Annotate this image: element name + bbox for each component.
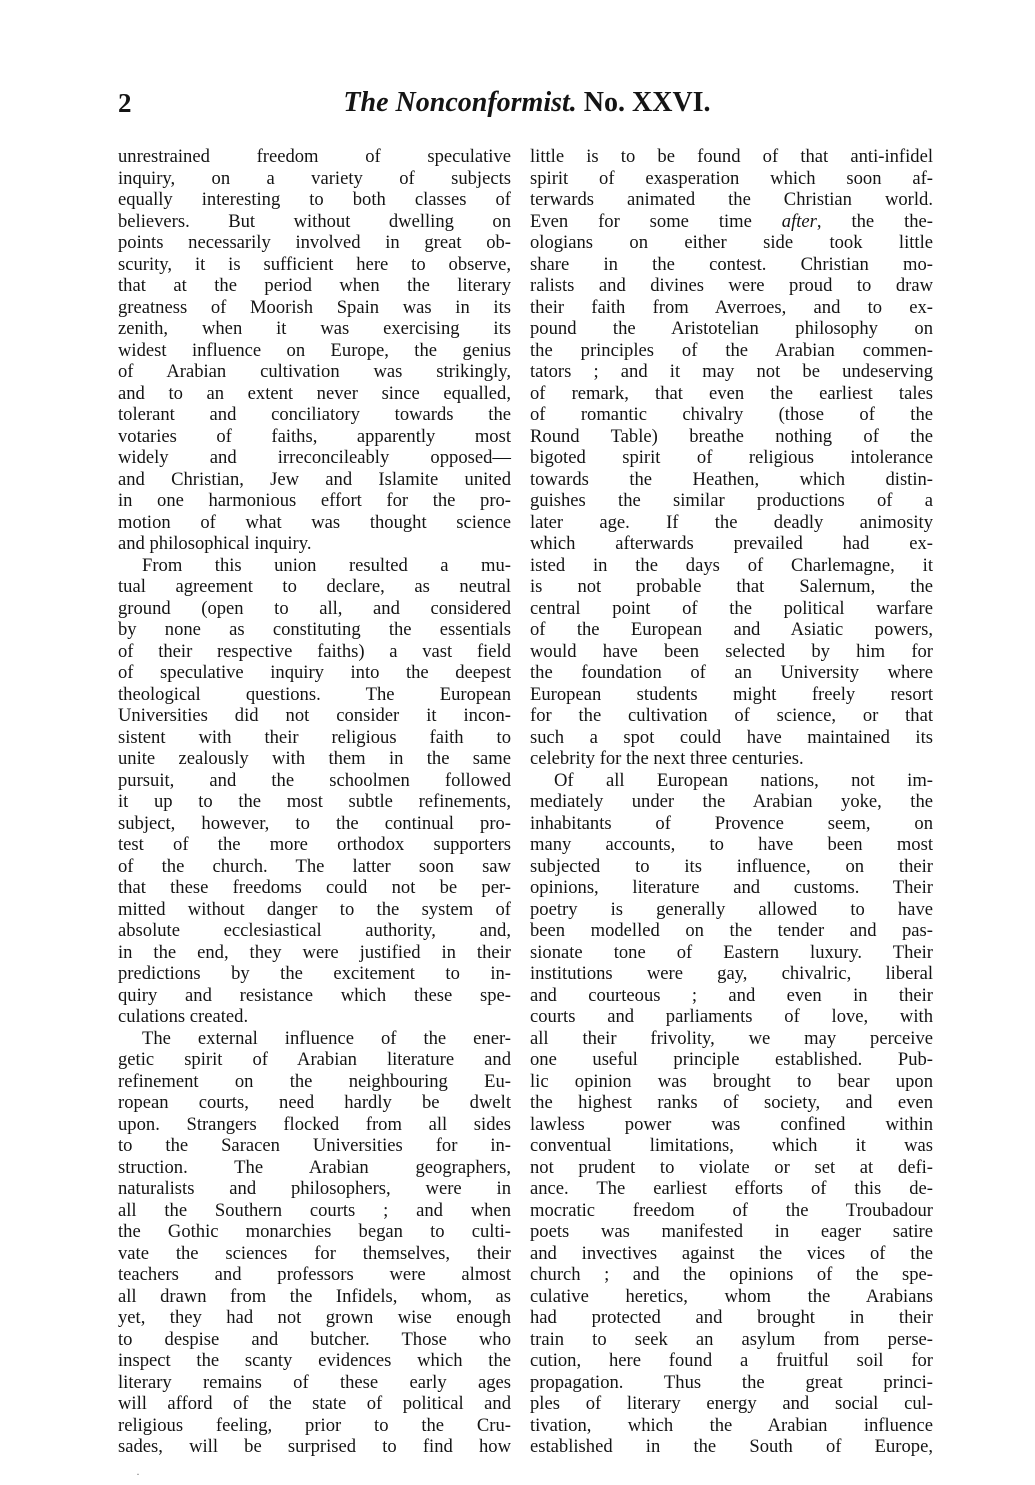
text-line xyxy=(118,1221,511,1243)
line-text: not prudent to violate or set at defi- xyxy=(530,1156,933,1178)
line-text: all their frivolity, we may perceive xyxy=(530,1027,933,1049)
text-line xyxy=(530,469,933,491)
line-text: literary remains of these early ages xyxy=(118,1371,511,1393)
text-line xyxy=(118,1178,511,1200)
line-text: poets was manifested in eager satire xyxy=(530,1221,933,1242)
text-line xyxy=(118,275,511,297)
line-text: mitted without danger to the system of xyxy=(118,898,511,920)
line-text: for the cultivation of science, or that xyxy=(530,705,933,726)
text-line xyxy=(118,1243,511,1265)
text-line xyxy=(530,1006,933,1028)
text-line xyxy=(530,533,933,555)
text-line xyxy=(118,189,511,211)
line-text: scurity, it is sufficient here to observe, xyxy=(118,253,511,275)
line-text: upon. Strangers flocked from all sides xyxy=(118,1113,511,1135)
text-line xyxy=(118,254,511,276)
text-line xyxy=(118,512,511,534)
line-text: votaries of faiths, apparently most xyxy=(118,425,511,447)
line-text: later age. If the deadly animosity xyxy=(530,511,933,533)
text-line xyxy=(118,899,511,921)
text-line xyxy=(530,662,933,684)
running-head xyxy=(118,85,936,121)
text-line xyxy=(118,490,511,512)
line-text: ropean courts, need hardly be dwelt xyxy=(118,1092,511,1113)
line-text: in one harmonious effort for the pro- xyxy=(118,490,511,511)
text-line xyxy=(118,404,511,426)
line-text: church ; and the opinions of the spe- xyxy=(530,1264,933,1285)
line-text: Universities did not consider it incon- xyxy=(118,705,511,726)
text-line xyxy=(530,1436,933,1458)
text-line xyxy=(118,1200,511,1222)
line-text: ground (open to all, and considered xyxy=(118,597,511,619)
line-text: tators ; and it may not be undeserving xyxy=(530,361,933,382)
line-text: Round Table) breathe nothing of the xyxy=(530,425,933,447)
line-text: of the European and Asiatic powers, xyxy=(530,619,933,640)
line-text: is not probable that Salernum, the xyxy=(530,576,933,597)
line-text: Of all European nations, not im- xyxy=(554,769,933,791)
line-text: tual agreement to declare, as neutral xyxy=(118,576,511,597)
text-line xyxy=(118,1372,511,1394)
line-text: terwards animated the Christian world. xyxy=(530,189,933,210)
line-text: of their respective faiths) a vast field xyxy=(118,640,511,662)
text-line xyxy=(530,1157,933,1179)
text-line xyxy=(118,1436,511,1458)
line-text: towards the Heathen, which distin- xyxy=(530,468,933,490)
line-text: struction. The Arabian geographers, xyxy=(118,1156,511,1178)
text-line xyxy=(530,254,933,276)
line-text: bigoted spirit of religious intolerance xyxy=(530,447,933,468)
text-line xyxy=(118,641,511,663)
text-line xyxy=(118,791,511,813)
line-text: sionate tone of Eastern luxury. Their xyxy=(530,941,933,963)
text-line xyxy=(118,1329,511,1351)
text-line xyxy=(118,856,511,878)
text-line xyxy=(118,447,511,469)
line-text: and to an extent never since equalled, xyxy=(118,382,511,404)
text-line xyxy=(530,1114,933,1136)
line-text: sades, will be surprised to find how xyxy=(118,1436,511,1457)
text-line xyxy=(118,1157,511,1179)
text-line xyxy=(530,232,933,254)
line-text: the Gothic monarchies began to culti- xyxy=(118,1221,511,1242)
text-line xyxy=(530,1243,933,1265)
line-text: mediately under the Arabian yoke, the xyxy=(530,791,933,812)
text-line xyxy=(118,576,511,598)
line-text: believers. But without dwelling on xyxy=(118,210,511,232)
line-text: little is to be found of that anti-infidel xyxy=(530,146,933,167)
line-text: train to seek an asylum from perse- xyxy=(530,1328,933,1350)
line-text: tolerant and conciliatory towards the xyxy=(118,404,511,425)
line-text: to the Saracen Universities for in- xyxy=(118,1135,511,1156)
line-text: share in the contest. Christian mo- xyxy=(530,253,933,275)
text-line xyxy=(118,598,511,620)
text-line xyxy=(118,1028,511,1050)
text-line xyxy=(118,340,511,362)
text-line xyxy=(530,705,933,727)
text-line xyxy=(530,512,933,534)
line-text: From this union resulted a mu- xyxy=(142,554,511,576)
line-text: inhabitants of Provence seem, on xyxy=(530,812,933,834)
line-text: theological questions. The European xyxy=(118,683,511,705)
line-text: teachers and professors were almost xyxy=(118,1264,511,1285)
line-text: poetry is generally allowed to have xyxy=(530,898,933,920)
line-text: cution, here found a fruitful soil for xyxy=(530,1350,933,1371)
text-line xyxy=(118,834,511,856)
text-line xyxy=(530,877,933,899)
line-text: many accounts, to have been most xyxy=(530,834,933,855)
line-text: refinement on the neighbouring Eu- xyxy=(118,1070,511,1092)
line-text: test of the more orthodox supporters xyxy=(118,834,511,855)
text-line xyxy=(118,1049,511,1071)
line-text: all drawn from the Infidels, whom, as xyxy=(118,1285,511,1307)
line-text: mocratic freedom of the Troubadour xyxy=(530,1199,933,1221)
text-line xyxy=(530,1350,933,1372)
line-text: unite zealously with them in the same xyxy=(118,748,511,769)
text-line xyxy=(530,1329,933,1351)
text-line xyxy=(118,748,511,770)
line-text: European students might freely resort xyxy=(530,683,933,705)
text-line xyxy=(530,189,933,211)
line-text: it up to the most subtle refinements, xyxy=(118,791,511,812)
line-text: culations created. xyxy=(118,1006,249,1027)
line-text: spirit of exasperation which soon af- xyxy=(530,167,933,189)
text-line xyxy=(118,318,511,340)
text-line xyxy=(118,985,511,1007)
text-line xyxy=(118,168,511,190)
text-line xyxy=(530,146,933,168)
text-line xyxy=(118,1286,511,1308)
text-line xyxy=(530,340,933,362)
text-line xyxy=(530,684,933,706)
line-text: the principles of the Arabian commen- xyxy=(530,339,933,361)
text-line xyxy=(530,426,933,448)
text-line xyxy=(530,920,933,942)
text-line xyxy=(530,447,933,469)
line-text: ralists and divines were proud to draw xyxy=(530,275,933,296)
text-line xyxy=(530,641,933,663)
line-text: institutions were gay, chivalric, liberal xyxy=(530,963,933,984)
text-line xyxy=(118,813,511,835)
text-line xyxy=(530,1221,933,1243)
text-line xyxy=(530,770,933,792)
line-text: and courteous ; and even in their xyxy=(530,984,933,1006)
text-line xyxy=(530,1178,933,1200)
page-header xyxy=(118,85,936,121)
line-text: ance. The earliest efforts of this de- xyxy=(530,1178,933,1199)
text-line xyxy=(530,555,933,577)
line-text: to despise and butcher. Those who xyxy=(118,1328,511,1350)
text-line xyxy=(118,662,511,684)
line-text: points necessarily involved in great ob- xyxy=(118,232,511,253)
text-line xyxy=(530,1264,933,1286)
line-text: yet, they had not grown wise enough xyxy=(118,1307,511,1328)
text-line xyxy=(118,619,511,641)
line-text: subject, however, to the continual pro- xyxy=(118,812,511,834)
line-text: had protected and brought in their xyxy=(530,1307,933,1328)
line-text: vate the sciences for themselves, their xyxy=(118,1242,511,1264)
text-line xyxy=(118,1264,511,1286)
text-line xyxy=(118,361,511,383)
issue-number: No. XXVI. xyxy=(583,87,711,118)
line-text: their faith from Averroes, and to ex- xyxy=(530,296,933,318)
text-line xyxy=(118,1393,511,1415)
line-text: quiry and resistance which these spe- xyxy=(118,984,511,1006)
text-line xyxy=(530,985,933,1007)
line-text: widest influence on Europe, the genius xyxy=(118,339,511,361)
line-text: will afford of the state of political and xyxy=(118,1393,511,1414)
line-text: The external influence of the ener- xyxy=(142,1027,511,1049)
text-line xyxy=(118,555,511,577)
line-text: , the the- xyxy=(816,210,933,232)
line-text: courts and parliaments of love, with xyxy=(530,1006,933,1027)
line-text: of romantic chivalry (those of the xyxy=(530,404,933,425)
line-text: all the Southern courts ; and when xyxy=(118,1199,511,1221)
text-line xyxy=(118,1350,511,1372)
text-line xyxy=(530,168,933,190)
line-text: which afterwards prevailed had ex- xyxy=(530,533,933,554)
text-line xyxy=(530,383,933,405)
text-line xyxy=(118,684,511,706)
print-speck: · xyxy=(136,1467,140,1481)
text-line xyxy=(118,1307,511,1329)
text-line xyxy=(118,1114,511,1136)
line-text: that at the period when the literary xyxy=(118,275,511,296)
text-line xyxy=(118,469,511,491)
text-line xyxy=(530,275,933,297)
text-line xyxy=(530,1049,933,1071)
line-text: that these freedoms could not be per- xyxy=(118,877,511,898)
line-text: isted in the days of Charlemagne, it xyxy=(530,554,933,576)
line-text: been modelled on the tender and pas- xyxy=(530,920,933,941)
text-line xyxy=(118,963,511,985)
text-line xyxy=(118,1006,511,1028)
text-line xyxy=(118,383,511,405)
text-line xyxy=(530,1092,933,1114)
text-line xyxy=(530,490,933,512)
line-text: opinions, literature and customs. Their xyxy=(530,877,933,898)
text-line xyxy=(118,942,511,964)
text-line xyxy=(530,576,933,598)
line-text: propagation. Thus the great princi- xyxy=(530,1371,933,1393)
text-line xyxy=(118,727,511,749)
text-line xyxy=(530,748,933,770)
line-text: absolute ecclesiastical authority, and, xyxy=(118,920,511,941)
line-text: and philosophical inquiry. xyxy=(118,533,312,554)
text-line xyxy=(118,297,511,319)
line-text: celebrity for the next three centuries. xyxy=(530,748,804,769)
text-line xyxy=(530,791,933,813)
line-text: predictions by the excitement to in- xyxy=(118,963,511,984)
text-line xyxy=(118,705,511,727)
text-line xyxy=(118,211,511,233)
line-text: unrestrained freedom of speculative xyxy=(118,146,511,167)
line-text: pursuit, and the schoolmen followed xyxy=(118,769,511,791)
line-text: motion of what was thought science xyxy=(118,511,511,533)
text-column-left xyxy=(118,146,511,1458)
line-text: and Christian, Jew and Islamite united xyxy=(118,468,511,490)
line-text: the foundation of an University where xyxy=(530,662,933,683)
line-text: of Arabian cultivation was strikingly, xyxy=(118,361,511,382)
text-line xyxy=(530,211,933,233)
line-text: would have been selected by him for xyxy=(530,640,933,662)
text-line xyxy=(118,1135,511,1157)
line-text: tivation, which the Arabian influence xyxy=(530,1414,933,1436)
text-line xyxy=(530,318,933,340)
line-text: of the church. The latter soon saw xyxy=(118,855,511,877)
line-text: sistent with their religious faith to xyxy=(118,726,511,748)
text-line xyxy=(530,1415,933,1437)
text-column-right xyxy=(530,146,933,1458)
line-text: pound the Aristotelian philosophy on xyxy=(530,318,933,339)
line-text: naturalists and philosophers, were in xyxy=(118,1178,511,1199)
line-text: ologians on either side took little xyxy=(530,232,933,253)
text-line xyxy=(118,146,511,168)
text-line xyxy=(530,297,933,319)
text-line xyxy=(530,1071,933,1093)
text-line xyxy=(118,877,511,899)
text-line xyxy=(530,404,933,426)
text-line xyxy=(530,1286,933,1308)
line-text: Even for some time xyxy=(530,210,782,232)
line-text: lic opinion was brought to bear upon xyxy=(530,1070,933,1092)
line-text: central point of the political warfare xyxy=(530,597,933,619)
line-text: of remark, that even the earliest tales xyxy=(530,382,933,404)
line-text: inquiry, on a variety of subjects xyxy=(118,167,511,189)
text-line xyxy=(118,1092,511,1114)
text-line xyxy=(530,942,933,964)
line-text: lawless power was confined within xyxy=(530,1113,933,1135)
publication-title: The Nonconformist. xyxy=(343,87,577,118)
text-line xyxy=(530,856,933,878)
text-line xyxy=(530,1135,933,1157)
page-number: 2 xyxy=(118,88,132,118)
text-line xyxy=(530,361,933,383)
line-text: zenith, when it was exercising its xyxy=(118,318,511,339)
italic-word: after xyxy=(781,210,817,232)
text-line xyxy=(530,834,933,856)
line-text: ples of literary energy and social cul- xyxy=(530,1393,933,1414)
line-text: established in the South of Europe, xyxy=(530,1436,933,1457)
text-line xyxy=(530,619,933,641)
line-text: and invectives against the vices of the xyxy=(530,1242,933,1264)
line-text: of speculative inquiry into the deepest xyxy=(118,662,511,683)
text-line xyxy=(118,770,511,792)
text-line xyxy=(530,1200,933,1222)
line-text: greatness of Moorish Spain was in its xyxy=(118,296,511,318)
text-line xyxy=(530,813,933,835)
line-text: equally interesting to both classes of xyxy=(118,189,511,210)
line-text: subjected to its influence, on their xyxy=(530,855,933,877)
line-text: guishes the similar productions of a xyxy=(530,490,933,511)
line-text: culative heretics, whom the Arabians xyxy=(530,1285,933,1307)
text-line xyxy=(118,426,511,448)
text-line xyxy=(118,1415,511,1437)
line-text: religious feeling, prior to the Cru- xyxy=(118,1414,511,1436)
line-text: such a spot could have maintained its xyxy=(530,726,933,748)
text-line xyxy=(118,533,511,555)
line-text: by none as constituting the essentials xyxy=(118,619,511,640)
line-text: in the end, they were justified in their xyxy=(118,941,511,963)
text-line xyxy=(530,1028,933,1050)
line-text: getic spirit of Arabian literature and xyxy=(118,1049,511,1070)
text-line xyxy=(118,920,511,942)
line-text: conventual limitations, which it was xyxy=(530,1135,933,1156)
line-text: widely and irreconcileably opposed— xyxy=(118,447,511,468)
line-text: inspect the scanty evidences which the xyxy=(118,1350,511,1371)
line-text: the highest ranks of society, and even xyxy=(530,1092,933,1113)
text-line xyxy=(530,963,933,985)
text-line xyxy=(530,1307,933,1329)
text-line xyxy=(530,727,933,749)
text-line xyxy=(530,598,933,620)
text-line xyxy=(118,232,511,254)
line-text: one useful principle established. Pub- xyxy=(530,1049,933,1070)
text-line xyxy=(530,1372,933,1394)
text-line xyxy=(530,899,933,921)
text-line xyxy=(530,1393,933,1415)
text-line xyxy=(118,1071,511,1093)
